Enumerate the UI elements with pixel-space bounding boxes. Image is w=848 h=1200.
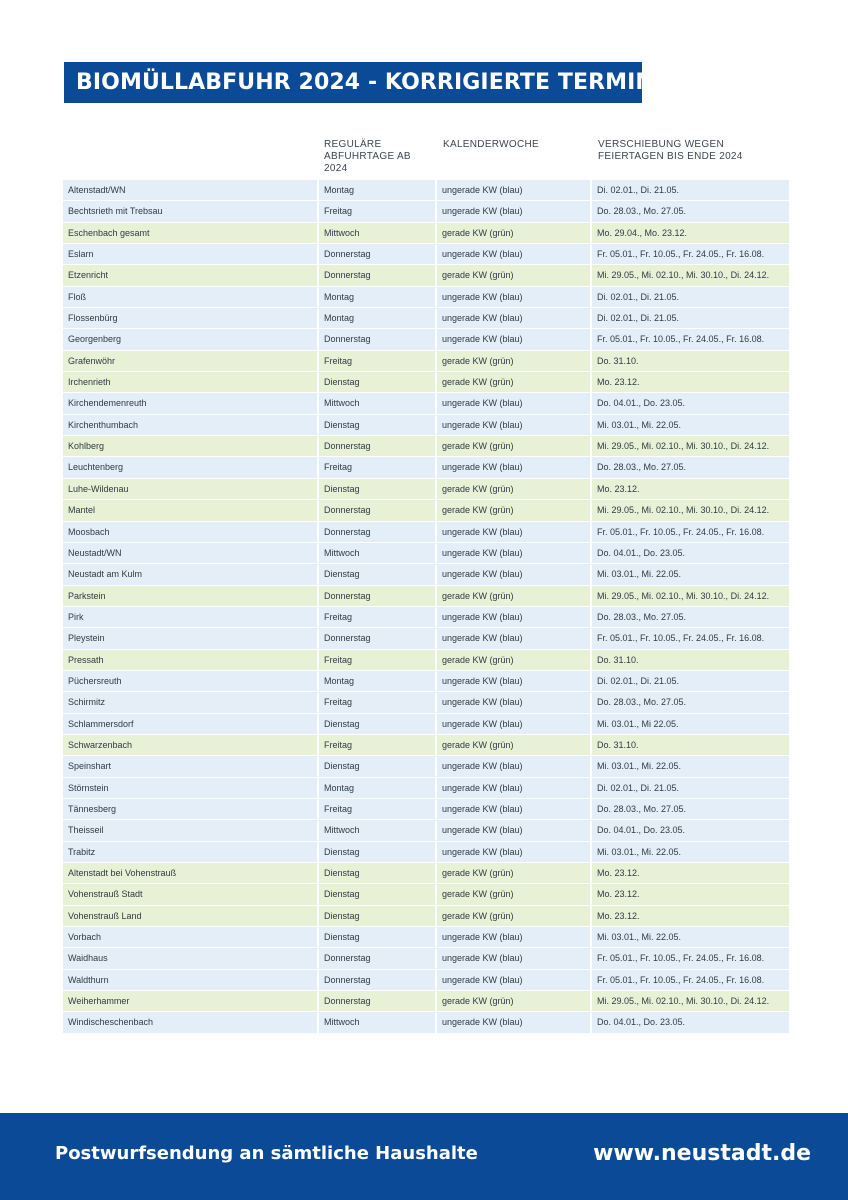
cell-calendar-week: ungerade KW (blau) — [437, 393, 590, 413]
cell-place: Georgenberg — [63, 329, 317, 349]
table-row — [63, 650, 789, 670]
cell-place: Flossenbürg — [63, 308, 317, 328]
cell-regular-day: Mittwoch — [319, 1012, 435, 1032]
cell-calendar-week: gerade KW (grün) — [437, 479, 590, 499]
cell-regular-day: Montag — [319, 671, 435, 691]
cell-regular-day: Mittwoch — [319, 393, 435, 413]
cell-place: Parkstein — [63, 586, 317, 606]
column-header-calendar-week: KALENDERWOCHE — [443, 139, 539, 150]
table-row — [63, 863, 789, 883]
cell-place: Pleystein — [63, 628, 317, 648]
cell-regular-day: Dienstag — [319, 842, 435, 862]
cell-holiday-shift: Do. 28.03., Mo. 27.05. — [592, 607, 789, 627]
cell-regular-day: Donnerstag — [319, 436, 435, 456]
footer-notice: Postwurfsendung an sämtliche Haushalte — [55, 1143, 478, 1164]
cell-regular-day: Donnerstag — [319, 500, 435, 520]
cell-holiday-shift: Fr. 05.01., Fr. 10.05., Fr. 24.05., Fr. 16.08. — [592, 948, 789, 968]
cell-calendar-week: ungerade KW (blau) — [437, 970, 590, 990]
cell-regular-day: Dienstag — [319, 714, 435, 734]
cell-calendar-week: gerade KW (grün) — [437, 991, 590, 1011]
cell-place: Neustadt/WN — [63, 543, 317, 563]
cell-holiday-shift: Fr. 05.01., Fr. 10.05., Fr. 24.05., Fr. 16.08. — [592, 522, 789, 542]
cell-place: Luhe-Wildenau — [63, 479, 317, 499]
cell-regular-day: Mittwoch — [319, 223, 435, 243]
cell-holiday-shift: Do. 31.10. — [592, 351, 789, 371]
table-row — [63, 970, 789, 990]
cell-regular-day: Freitag — [319, 351, 435, 371]
cell-place: Pressath — [63, 650, 317, 670]
table-row — [63, 180, 789, 200]
cell-place: Schirmitz — [63, 692, 317, 712]
cell-regular-day: Freitag — [319, 201, 435, 221]
cell-calendar-week: ungerade KW (blau) — [437, 522, 590, 542]
cell-place: Bechtsrieth mit Trebsau — [63, 201, 317, 221]
cell-place: Pirk — [63, 607, 317, 627]
column-header-holiday-shift: VERSCHIEBUNG WEGEN FEIERTAGEN BIS ENDE 2024 — [598, 139, 743, 162]
cell-regular-day: Mittwoch — [319, 543, 435, 563]
table-row — [63, 906, 789, 926]
cell-calendar-week: gerade KW (grün) — [437, 500, 590, 520]
footer-website-link[interactable]: www.neustadt.de — [593, 1141, 811, 1166]
cell-calendar-week: ungerade KW (blau) — [437, 628, 590, 648]
cell-place: Floß — [63, 287, 317, 307]
cell-holiday-shift: Mo. 29.04., Mo. 23.12. — [592, 223, 789, 243]
cell-holiday-shift: Mi. 03.01., Mi. 22.05. — [592, 927, 789, 947]
table-row — [63, 543, 789, 563]
cell-regular-day: Donnerstag — [319, 244, 435, 264]
cell-calendar-week: gerade KW (grün) — [437, 884, 590, 904]
cell-holiday-shift: Mo. 23.12. — [592, 906, 789, 926]
table-row — [63, 842, 789, 862]
cell-holiday-shift: Do. 28.03., Mo. 27.05. — [592, 692, 789, 712]
cell-holiday-shift: Mi. 03.01., Mi. 22.05. — [592, 756, 789, 776]
cell-place: Moosbach — [63, 522, 317, 542]
cell-place: Theisseil — [63, 820, 317, 840]
cell-holiday-shift: Mi. 03.01., Mi. 22.05. — [592, 564, 789, 584]
cell-place: Kirchenthumbach — [63, 415, 317, 435]
cell-calendar-week: ungerade KW (blau) — [437, 564, 590, 584]
cell-place: Mantel — [63, 500, 317, 520]
cell-calendar-week: gerade KW (grün) — [437, 650, 590, 670]
footer-bar — [0, 1113, 848, 1200]
cell-holiday-shift: Do. 31.10. — [592, 650, 789, 670]
cell-calendar-week: gerade KW (grün) — [437, 863, 590, 883]
table-row — [63, 820, 789, 840]
cell-place: Kirchendemenreuth — [63, 393, 317, 413]
cell-place: Tännesberg — [63, 799, 317, 819]
cell-holiday-shift: Mo. 23.12. — [592, 372, 789, 392]
cell-calendar-week: ungerade KW (blau) — [437, 756, 590, 776]
cell-holiday-shift: Mi. 03.01., Mi. 22.05. — [592, 415, 789, 435]
cell-holiday-shift: Di. 02.01., Di. 21.05. — [592, 308, 789, 328]
cell-calendar-week: ungerade KW (blau) — [437, 607, 590, 627]
cell-regular-day: Freitag — [319, 607, 435, 627]
cell-regular-day: Montag — [319, 180, 435, 200]
table-row — [63, 756, 789, 776]
cell-holiday-shift: Do. 04.01., Do. 23.05. — [592, 393, 789, 413]
cell-regular-day: Donnerstag — [319, 329, 435, 349]
cell-regular-day: Freitag — [319, 692, 435, 712]
cell-place: Waidhaus — [63, 948, 317, 968]
cell-regular-day: Montag — [319, 308, 435, 328]
cell-calendar-week: ungerade KW (blau) — [437, 543, 590, 563]
table-row — [63, 628, 789, 648]
cell-regular-day: Freitag — [319, 650, 435, 670]
cell-place: Altenstadt/WN — [63, 180, 317, 200]
cell-holiday-shift: Fr. 05.01., Fr. 10.05., Fr. 24.05., Fr. 16.08. — [592, 329, 789, 349]
cell-regular-day: Freitag — [319, 457, 435, 477]
cell-calendar-week: ungerade KW (blau) — [437, 820, 590, 840]
cell-regular-day: Dienstag — [319, 863, 435, 883]
cell-regular-day: Dienstag — [319, 479, 435, 499]
table-row — [63, 564, 789, 584]
table-row — [63, 778, 789, 798]
cell-regular-day: Donnerstag — [319, 991, 435, 1011]
cell-holiday-shift: Mi. 03.01., Mi 22.05. — [592, 714, 789, 734]
table-row — [63, 393, 789, 413]
table-row — [63, 735, 789, 755]
cell-calendar-week: ungerade KW (blau) — [437, 778, 590, 798]
cell-holiday-shift: Do. 31.10. — [592, 735, 789, 755]
cell-regular-day: Dienstag — [319, 564, 435, 584]
cell-holiday-shift: Do. 04.01., Do. 23.05. — [592, 1012, 789, 1032]
cell-place: Waldthurn — [63, 970, 317, 990]
cell-calendar-week: ungerade KW (blau) — [437, 714, 590, 734]
column-header-regular-days: REGULÄRE ABFUHRTAGE AB 2024 — [324, 139, 411, 174]
table-row — [63, 457, 789, 477]
table-row — [63, 244, 789, 264]
cell-place: Eslarn — [63, 244, 317, 264]
cell-place: Windischeschenbach — [63, 1012, 317, 1032]
cell-calendar-week: ungerade KW (blau) — [437, 201, 590, 221]
cell-calendar-week: ungerade KW (blau) — [437, 799, 590, 819]
table-row — [63, 351, 789, 371]
table-row — [63, 329, 789, 349]
table-row — [63, 308, 789, 328]
cell-holiday-shift: Mi. 29.05., Mi. 02.10., Mi. 30.10., Di. 24.12. — [592, 436, 789, 456]
cell-place: Schwarzenbach — [63, 735, 317, 755]
table-row — [63, 287, 789, 307]
cell-place: Vohenstrauß Land — [63, 906, 317, 926]
cell-holiday-shift: Mi. 03.01., Mi. 22.05. — [592, 842, 789, 862]
cell-calendar-week: gerade KW (grün) — [437, 351, 590, 371]
cell-place: Irchenrieth — [63, 372, 317, 392]
cell-holiday-shift: Mo. 23.12. — [592, 479, 789, 499]
table-row — [63, 884, 789, 904]
cell-calendar-week: ungerade KW (blau) — [437, 308, 590, 328]
cell-regular-day: Dienstag — [319, 756, 435, 776]
cell-calendar-week: ungerade KW (blau) — [437, 948, 590, 968]
cell-calendar-week: ungerade KW (blau) — [437, 287, 590, 307]
cell-regular-day: Freitag — [319, 735, 435, 755]
table-row — [63, 265, 789, 285]
cell-holiday-shift: Di. 02.01., Di. 21.05. — [592, 180, 789, 200]
cell-calendar-week: gerade KW (grün) — [437, 735, 590, 755]
cell-regular-day: Donnerstag — [319, 970, 435, 990]
cell-regular-day: Donnerstag — [319, 948, 435, 968]
cell-holiday-shift: Fr. 05.01., Fr. 10.05., Fr. 24.05., Fr. 16.08. — [592, 244, 789, 264]
cell-place: Weiherhammer — [63, 991, 317, 1011]
cell-holiday-shift: Fr. 05.01., Fr. 10.05., Fr. 24.05., Fr. 16.08. — [592, 628, 789, 648]
cell-calendar-week: gerade KW (grün) — [437, 223, 590, 243]
page-title: BIOMÜLLABFUHR 2024 - KORRIGIERTE TERMINE — [64, 62, 642, 103]
table-row — [63, 948, 789, 968]
cell-place: Störnstein — [63, 778, 317, 798]
cell-place: Trabitz — [63, 842, 317, 862]
table-row — [63, 799, 789, 819]
cell-regular-day: Montag — [319, 778, 435, 798]
cell-place: Speinshart — [63, 756, 317, 776]
cell-calendar-week: ungerade KW (blau) — [437, 1012, 590, 1032]
cell-holiday-shift: Di. 02.01., Di. 21.05. — [592, 671, 789, 691]
schedule-table — [63, 180, 789, 1034]
cell-regular-day: Donnerstag — [319, 628, 435, 648]
cell-regular-day: Donnerstag — [319, 522, 435, 542]
table-row — [63, 586, 789, 606]
cell-holiday-shift: Do. 28.03., Mo. 27.05. — [592, 799, 789, 819]
cell-place: Grafenwöhr — [63, 351, 317, 371]
cell-place: Etzenricht — [63, 265, 317, 285]
table-row — [63, 436, 789, 456]
cell-holiday-shift: Mi. 29.05., Mi. 02.10., Mi. 30.10., Di. 24.12. — [592, 500, 789, 520]
cell-holiday-shift: Di. 02.01., Di. 21.05. — [592, 778, 789, 798]
table-row — [63, 607, 789, 627]
cell-holiday-shift: Do. 28.03., Mo. 27.05. — [592, 457, 789, 477]
cell-holiday-shift: Do. 04.01., Do. 23.05. — [592, 543, 789, 563]
cell-place: Kohlberg — [63, 436, 317, 456]
cell-calendar-week: ungerade KW (blau) — [437, 692, 590, 712]
table-row — [63, 991, 789, 1011]
table-row — [63, 714, 789, 734]
cell-place: Püchersreuth — [63, 671, 317, 691]
cell-regular-day: Dienstag — [319, 415, 435, 435]
table-row — [63, 479, 789, 499]
cell-holiday-shift: Do. 28.03., Mo. 27.05. — [592, 201, 789, 221]
cell-calendar-week: gerade KW (grün) — [437, 436, 590, 456]
cell-calendar-week: ungerade KW (blau) — [437, 927, 590, 947]
table-row — [63, 372, 789, 392]
cell-holiday-shift: Mo. 23.12. — [592, 863, 789, 883]
cell-calendar-week: ungerade KW (blau) — [437, 244, 590, 264]
cell-place: Vohenstrauß Stadt — [63, 884, 317, 904]
cell-calendar-week: ungerade KW (blau) — [437, 842, 590, 862]
cell-calendar-week: ungerade KW (blau) — [437, 671, 590, 691]
cell-regular-day: Dienstag — [319, 906, 435, 926]
cell-holiday-shift: Mi. 29.05., Mi. 02.10., Mi. 30.10., Di. 24.12. — [592, 265, 789, 285]
cell-regular-day: Dienstag — [319, 884, 435, 904]
cell-holiday-shift: Di. 02.01., Di. 21.05. — [592, 287, 789, 307]
cell-calendar-week: ungerade KW (blau) — [437, 415, 590, 435]
cell-regular-day: Dienstag — [319, 927, 435, 947]
table-row — [63, 927, 789, 947]
cell-place: Altenstadt bei Vohenstrauß — [63, 863, 317, 883]
table-row — [63, 1012, 789, 1032]
cell-holiday-shift: Mi. 29.05., Mi. 02.10., Mi. 30.10., Di. 24.12. — [592, 991, 789, 1011]
table-row — [63, 415, 789, 435]
cell-holiday-shift: Fr. 05.01., Fr. 10.05., Fr. 24.05., Fr. 16.08. — [592, 970, 789, 990]
cell-calendar-week: ungerade KW (blau) — [437, 180, 590, 200]
cell-regular-day: Dienstag — [319, 372, 435, 392]
cell-calendar-week: ungerade KW (blau) — [437, 329, 590, 349]
table-row — [63, 201, 789, 221]
cell-place: Schlammersdorf — [63, 714, 317, 734]
cell-regular-day: Donnerstag — [319, 265, 435, 285]
cell-calendar-week: gerade KW (grün) — [437, 586, 590, 606]
cell-regular-day: Donnerstag — [319, 586, 435, 606]
table-row — [63, 692, 789, 712]
cell-regular-day: Mittwoch — [319, 820, 435, 840]
cell-calendar-week: ungerade KW (blau) — [437, 457, 590, 477]
cell-place: Neustadt am Kulm — [63, 564, 317, 584]
table-row — [63, 671, 789, 691]
cell-calendar-week: gerade KW (grün) — [437, 265, 590, 285]
cell-calendar-week: gerade KW (grün) — [437, 906, 590, 926]
table-row — [63, 223, 789, 243]
cell-place: Vorbach — [63, 927, 317, 947]
table-row — [63, 522, 789, 542]
cell-holiday-shift: Do. 04.01., Do. 23.05. — [592, 820, 789, 840]
cell-regular-day: Freitag — [319, 799, 435, 819]
cell-place: Leuchtenberg — [63, 457, 317, 477]
cell-regular-day: Montag — [319, 287, 435, 307]
cell-place: Eschenbach gesamt — [63, 223, 317, 243]
cell-calendar-week: gerade KW (grün) — [437, 372, 590, 392]
table-row — [63, 500, 789, 520]
cell-holiday-shift: Mi. 29.05., Mi. 02.10., Mi. 30.10., Di. 24.12. — [592, 586, 789, 606]
cell-holiday-shift: Mo. 23.12. — [592, 884, 789, 904]
